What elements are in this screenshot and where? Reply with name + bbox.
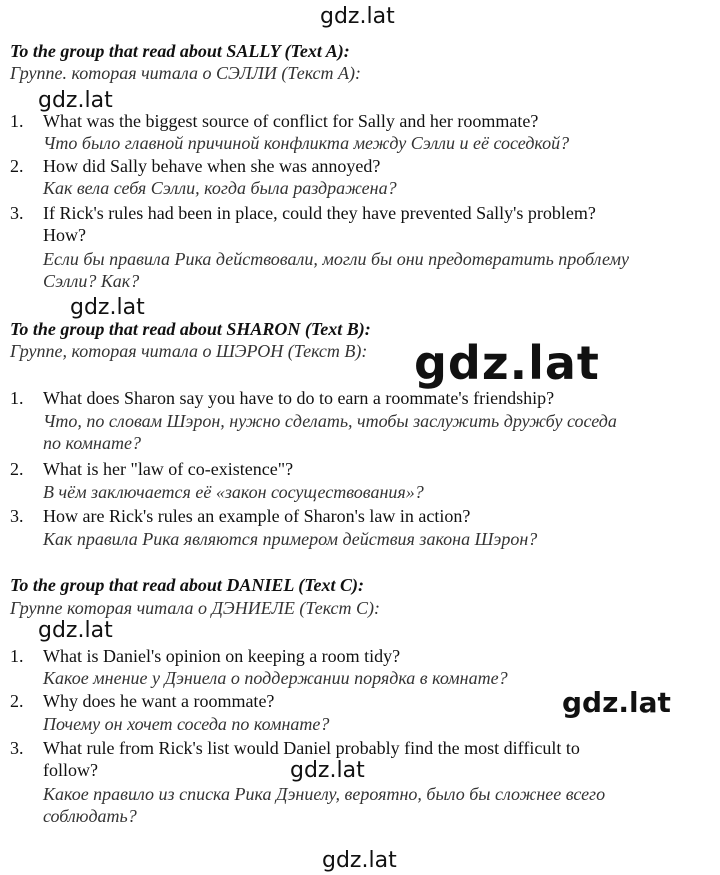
- section-c-item-3-number: 3.: [10, 738, 24, 758]
- section-b-item-3-number: 3.: [10, 506, 24, 526]
- section-a-heading: To the group that read about SALLY (Text A):: [10, 41, 350, 61]
- section-c-item-2-translation: Почему он хочет соседа по комнате?: [43, 714, 330, 734]
- section-c-heading: To the group that read about DANIEL (Text C):: [10, 575, 365, 595]
- section-c-item-3-translation: Какое правило из списка Рика Дэниелу, вероятно, было бы сложнее всего: [43, 784, 606, 804]
- section-b-item-1-translation: Что, по словам Шэрон, нужно сделать, чтобы заслужить дружбу соседа: [43, 411, 617, 431]
- section-b-heading: To the group that read about SHARON (Text B):: [10, 319, 371, 339]
- section-b-item-2-number: 2.: [10, 459, 24, 479]
- section-a-item-3-number: 3.: [10, 203, 24, 223]
- section-c-subheading: Группе которая читала о ДЭНИЕЛЕ (Текст С):: [10, 598, 380, 618]
- section-b-item-1-question: What does Sharon say you have to do to earn a roommate's friendship?: [43, 388, 555, 408]
- section-a-item-3-question: If Rick's rules had been in place, could they have prevented Sally's problem?: [43, 203, 596, 223]
- section-c-item-2-number: 2.: [10, 691, 24, 711]
- section-b-item-1-number: 1.: [10, 388, 24, 408]
- watermark-4: gdz.lat: [290, 758, 365, 783]
- section-a-item-3-question-cont: How?: [43, 225, 86, 245]
- section-b-subheading: Группе, которая читала о ШЭРОН (Текст В):: [10, 341, 368, 361]
- section-c-item-3-translation-cont: соблюдать?: [43, 806, 137, 826]
- section-b-item-3-question: How are Rick's rules an example of Sharon's law in action?: [43, 506, 471, 526]
- watermark-right: gdz.lat: [562, 686, 671, 719]
- section-a-item-2-number: 2.: [10, 156, 24, 176]
- section-a-item-1-question: What was the biggest source of conflict for Sally and her roommate?: [43, 111, 539, 131]
- watermark-2: gdz.lat: [70, 295, 145, 320]
- section-a-item-1-number: 1.: [10, 111, 24, 131]
- section-a-item-2-translation: Как вела себя Сэлли, когда была раздражена?: [43, 178, 397, 198]
- section-b-item-3-translation: Как правила Рика являются примером действия закона Шэрон?: [43, 529, 538, 549]
- section-c-item-1-number: 1.: [10, 646, 24, 666]
- section-a-item-3-translation: Если бы правила Рика действовали, могли бы они предотвратить проблему: [43, 249, 629, 269]
- section-a-item-2-question: How did Sally behave when she was annoyed?: [43, 156, 381, 176]
- section-b-item-2-translation: В чём заключается её «закон сосуществования»?: [43, 482, 424, 502]
- watermark-big: gdz.lat: [414, 336, 600, 390]
- section-a-subheading: Группе. которая читала о СЭЛЛИ (Текст А):: [10, 63, 361, 83]
- section-a-item-1-translation: Что было главной причиной конфликта между Сэлли и её соседкой?: [43, 133, 570, 153]
- section-c-item-3-question-cont: follow?: [43, 760, 98, 780]
- section-c-item-3-question: What rule from Rick's list would Daniel probably find the most difficult to: [43, 738, 580, 758]
- section-b-item-1-translation-cont: по комнате?: [43, 433, 141, 453]
- watermark-3: gdz.lat: [38, 618, 113, 643]
- watermark-1: gdz.lat: [38, 88, 113, 113]
- section-b-item-2-question: What is her "law of co-existence"?: [43, 459, 294, 479]
- section-c-item-1-question: What is Daniel's opinion on keeping a room tidy?: [43, 646, 401, 666]
- watermark-bottom: gdz.lat: [322, 848, 397, 873]
- watermark-top: gdz.lat: [320, 4, 395, 29]
- section-c-item-1-translation: Какое мнение у Дэниела о поддержании порядка в комнате?: [43, 668, 508, 688]
- section-a-item-3-translation-cont: Сэлли? Как?: [43, 271, 140, 291]
- section-c-item-2-question: Why does he want a roommate?: [43, 691, 275, 711]
